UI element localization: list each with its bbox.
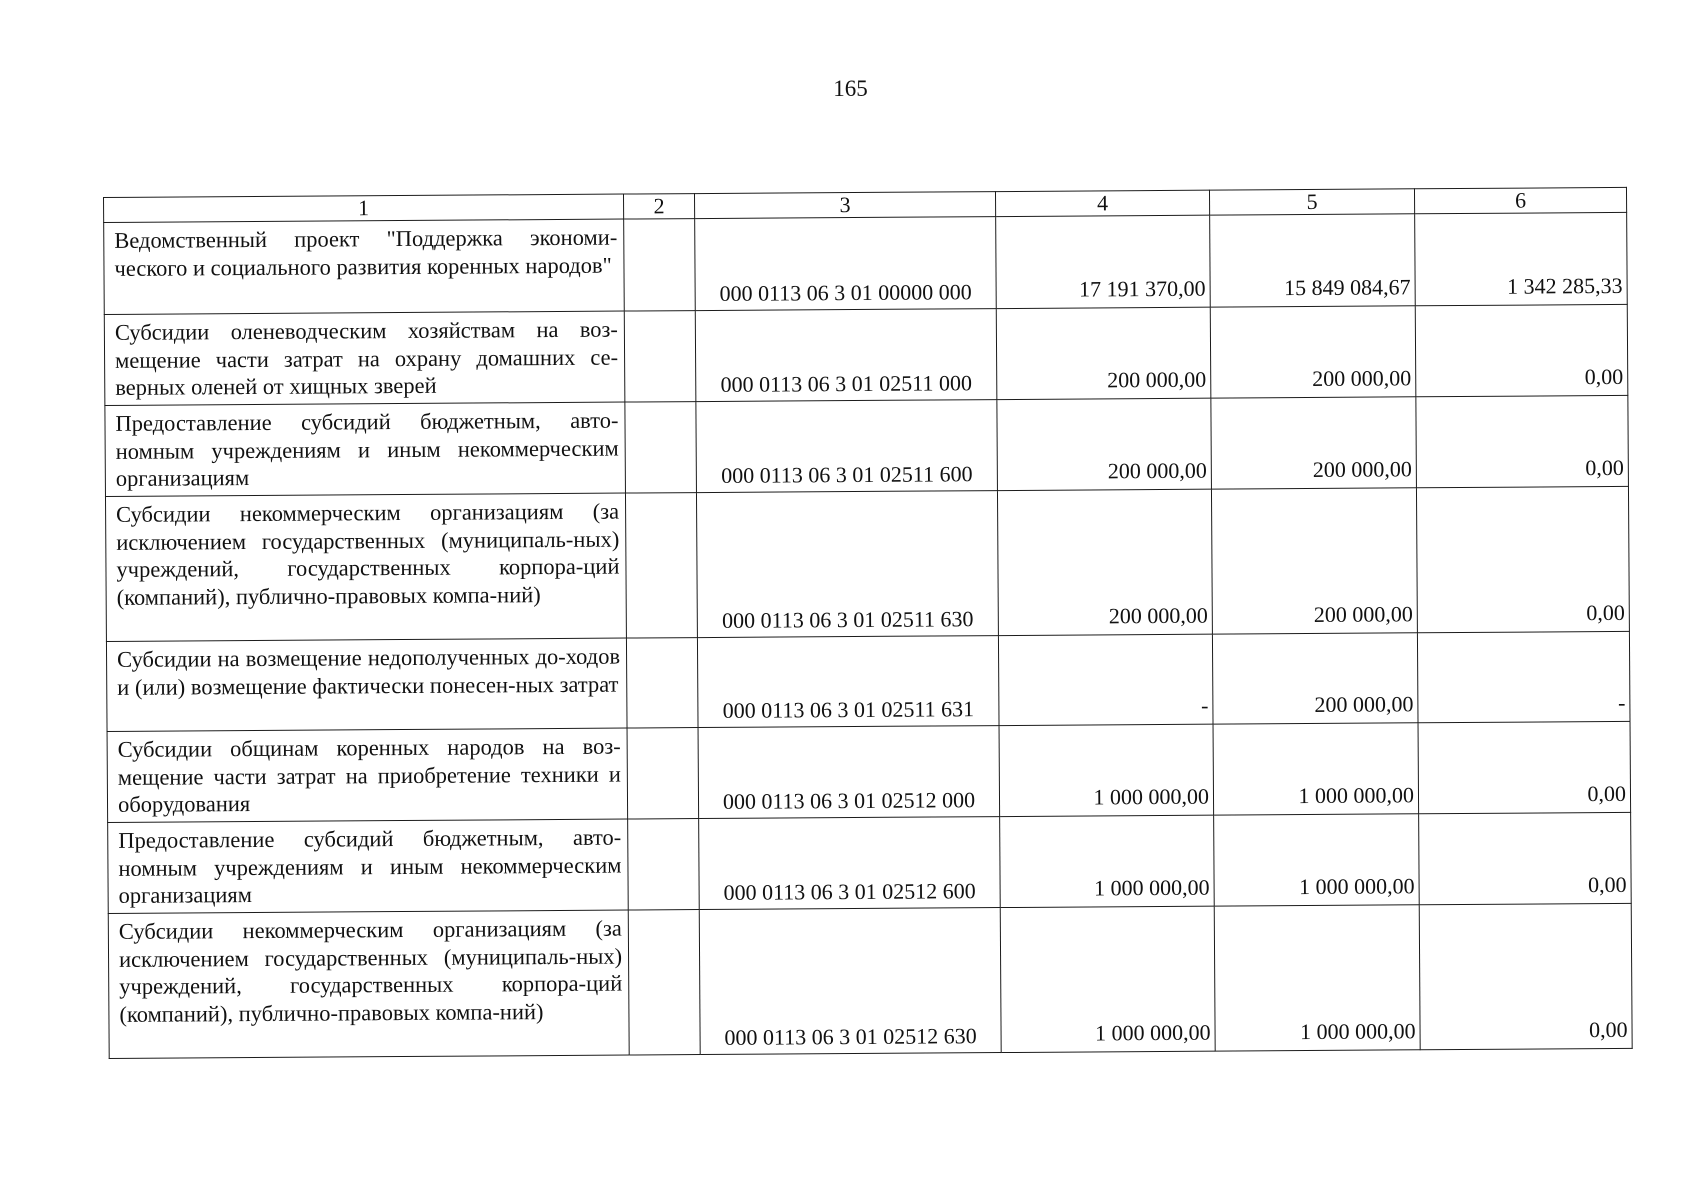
row-col2 [624, 219, 696, 311]
row-amount-col5: 200 000,00 [1211, 488, 1417, 634]
table-row [105, 395, 1629, 496]
row-budget-code: 000 0113 06 3 01 02512 000 [698, 726, 1000, 819]
row-col2 [626, 638, 698, 728]
row-amount-col5: 1 000 000,00 [1214, 905, 1420, 1051]
row-budget-code: 000 0113 06 3 01 00000 000 [695, 217, 997, 311]
row-amount-col5: 1 000 000,00 [1213, 723, 1419, 815]
row-description: Субсидии общинам коренных народов на воз-мещение части затрат на приобретение техники и оборудования [107, 728, 628, 822]
row-amount-col5: 200 000,00 [1210, 306, 1416, 398]
row-amount-col4: 1 000 000,00 [999, 724, 1214, 816]
table-row [108, 812, 1632, 913]
row-budget-code: 000 0113 06 3 01 02511 600 [696, 400, 998, 493]
row-amount-col6: 0,00 [1416, 395, 1629, 487]
row-amount-col5: 15 849 084,67 [1210, 214, 1416, 307]
row-amount-col6: 0,00 [1415, 304, 1628, 396]
row-description: Субсидии некоммерческим организациям (за исключением государственных (муниципаль-ных) учреждений, государственных корпора-ций (компаний), публично-правовых компа-ний) [105, 493, 626, 641]
column-header-2: 2 [623, 194, 694, 219]
budget-table [103, 187, 1633, 1059]
row-description: Ведомственный проект "Поддержка экономи-ческого и социального развития коренных народов" [104, 219, 625, 314]
table-row [107, 721, 1631, 822]
row-budget-code: 000 0113 06 3 01 02512 630 [699, 908, 1001, 1055]
row-amount-col6: 0,00 [1419, 812, 1632, 904]
row-amount-col4: 200 000,00 [997, 489, 1212, 635]
table-row [108, 903, 1632, 1058]
row-amount-col4: 1 000 000,00 [1000, 906, 1215, 1052]
row-amount-col6: 0,00 [1419, 903, 1632, 1049]
row-amount-col6: 0,00 [1418, 721, 1631, 813]
row-budget-code: 000 0113 06 3 01 02511 631 [697, 636, 999, 728]
row-description: Предоставление субсидий бюджетным, авто-номным учреждениям и иным некоммерческим организациям [108, 819, 629, 913]
row-col2 [628, 819, 700, 910]
column-header-5: 5 [1209, 189, 1414, 215]
row-col2 [625, 493, 697, 638]
table-row [104, 212, 1628, 314]
row-amount-col4: - [998, 634, 1213, 725]
column-header-1: 1 [104, 194, 624, 222]
row-col2 [624, 311, 696, 402]
budget-table-sheet [103, 187, 1632, 1059]
row-description: Субсидии некоммерческим организациям (за исключением государственных (муниципаль-ных) учреждений, государственных корпора-ций (компаний), публично-правовых компа-ний) [108, 910, 629, 1058]
row-budget-code: 000 0113 06 3 01 02511 000 [695, 309, 997, 402]
table-row [106, 631, 1630, 731]
column-header-4: 4 [995, 190, 1209, 216]
row-amount-col5: 200 000,00 [1212, 633, 1418, 724]
row-amount-col6: 1 342 285,33 [1415, 212, 1628, 305]
row-col2 [625, 402, 697, 493]
row-amount-col5: 1 000 000,00 [1214, 814, 1420, 906]
row-description: Предоставление субсидий бюджетным, авто-номным учреждениям и иным некоммерческим организациям [105, 402, 626, 496]
table-row [105, 486, 1629, 641]
row-col2 [628, 910, 700, 1055]
row-amount-col4: 200 000,00 [996, 307, 1211, 399]
row-description: Субсидии оленеводческим хозяйствам на воз-мещение части затрат на охрану домашних се-верных оленей от хищных зверей [104, 311, 625, 405]
row-amount-col6: - [1417, 631, 1630, 722]
row-amount-col4: 17 191 370,00 [996, 215, 1211, 308]
row-col2 [627, 728, 699, 819]
row-amount-col4: 1 000 000,00 [1000, 815, 1215, 907]
row-description: Субсидии на возмещение недополученных до-ходов и (или) возмещение фактически понесен-ных затрат [106, 638, 627, 731]
row-budget-code: 000 0113 06 3 01 02512 600 [699, 817, 1001, 910]
row-amount-col5: 200 000,00 [1211, 397, 1417, 489]
column-header-6: 6 [1414, 187, 1626, 213]
row-budget-code: 000 0113 06 3 01 02511 630 [696, 491, 998, 638]
page-number: 165 [833, 76, 868, 101]
row-amount-col6: 0,00 [1416, 486, 1629, 632]
row-amount-col4: 200 000,00 [997, 398, 1212, 490]
table-row [104, 304, 1628, 405]
column-header-3: 3 [694, 192, 995, 219]
